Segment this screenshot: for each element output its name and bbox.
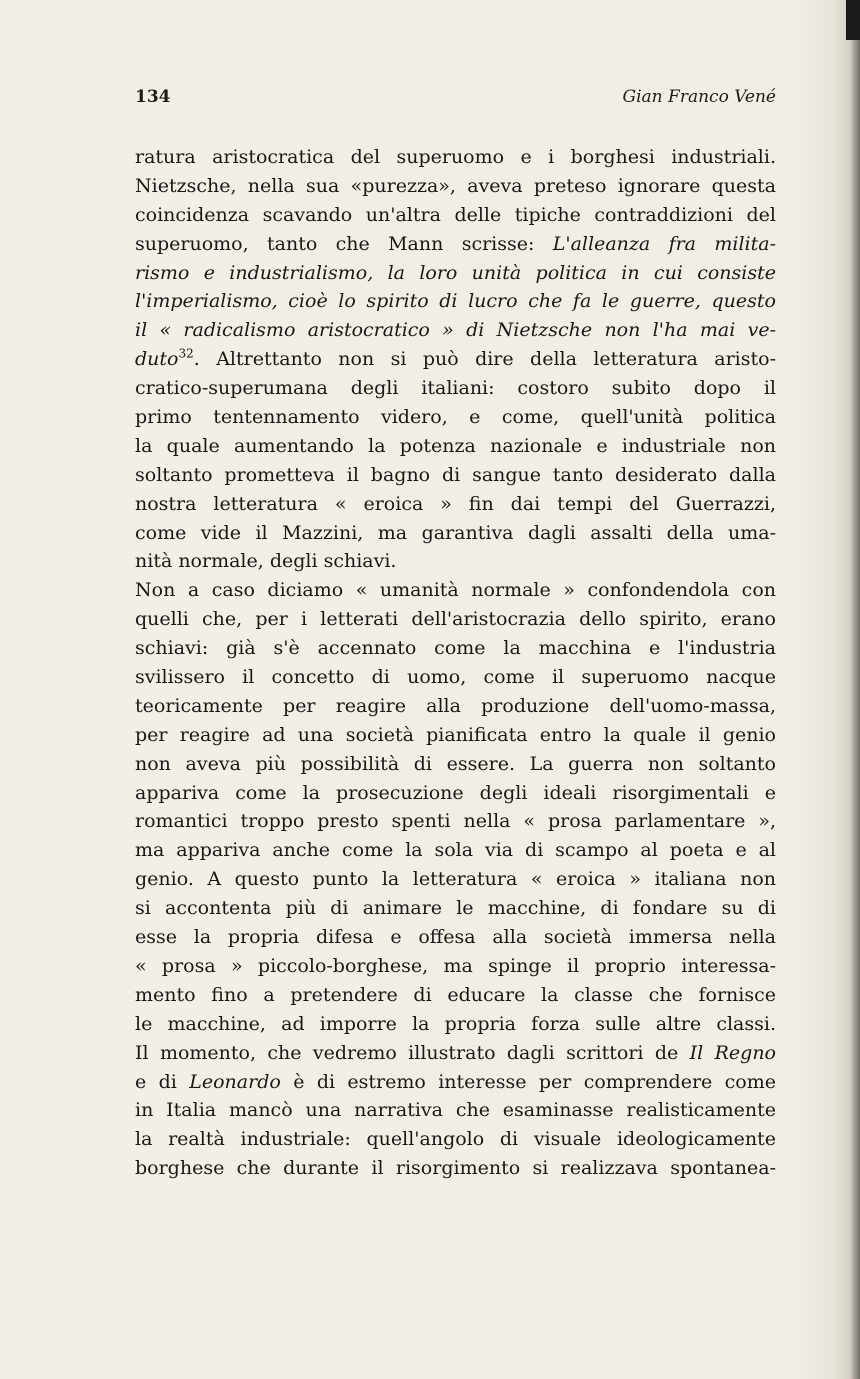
text-line: l'imperialismo, cioè lo spirito di lucro che fa le guerre, questo <box>135 290 776 313</box>
text-line: nostra letteratura « eroica » fin dai tempi del Guerrazzi, <box>135 492 776 515</box>
text-line: come vide il Mazzini, ma garantiva dagli assalti della uma- <box>135 521 776 544</box>
text-line: ma appariva anche come la sola via di scampo al poeta e al <box>135 839 776 862</box>
text-line <box>135 230 776 259</box>
footnote-ref: 32 <box>178 346 194 361</box>
italic-title: Leonardo <box>189 1070 281 1093</box>
text-line: Non a caso diciamo « umanità normale » confondendola con <box>135 579 776 602</box>
text-line: romantici troppo presto spenti nella « prosa parlamentare », <box>135 810 776 833</box>
page-number: 134 <box>135 87 171 107</box>
text-segment: . Altrettanto non si può dire della letteratura aristo- <box>193 348 776 371</box>
text-line: appariva come la prosecuzione degli ideali risorgimentali e <box>135 781 776 804</box>
text-line: per reagire ad una società pianificata entro la quale il genio <box>135 723 776 746</box>
text-segment: Il momento, che vedremo illustrato dagli scrittori de <box>135 1041 690 1064</box>
text-line: coincidenza scavando un'altra delle tipiche contraddizioni del <box>135 203 776 226</box>
text-line: nità normale, degli schiavi. <box>135 550 397 573</box>
text-line: borghese che durante il risorgimento si realizzava spontanea- <box>135 1157 776 1180</box>
text-line: quelli che, per i letterati dell'aristocrazia dello spirito, erano <box>135 608 776 631</box>
text-line <box>135 345 776 374</box>
text-line: in Italia mancò una narrativa che esaminasse realisticamente <box>135 1099 776 1122</box>
italic-quote: duto <box>135 348 179 371</box>
text-line: si accontenta più di animare le macchine, di fondare su di <box>135 897 776 920</box>
text-line: « prosa » piccolo-borghese, ma spinge il proprio interessa- <box>135 954 776 977</box>
text-line: il « radicalismo aristocratico » di Nietzsche non l'ha mai ve- <box>135 319 776 342</box>
text-line: esse la propria difesa e offesa alla società immersa nella <box>135 926 776 949</box>
text-segment: è di estremo interesse per comprendere come <box>280 1070 777 1093</box>
page-edge-shadow <box>850 0 860 1379</box>
text-line: teoricamente per reagire alla produzione dell'uomo-massa, <box>135 694 776 717</box>
text-line: svilissero il concetto di uomo, come il superuomo nacque <box>135 666 776 689</box>
page-header <box>135 87 776 113</box>
text-segment: e di <box>135 1070 190 1093</box>
body-text <box>135 143 776 1183</box>
text-line: la realtà industriale: quell'angolo di visuale ideologicamente <box>135 1128 776 1151</box>
text-line: rismo e industrialismo, la loro unità politica in cui consiste <box>135 261 776 284</box>
text-line: genio. A questo punto la letteratura « eroica » italiana non <box>135 868 776 891</box>
text-line: schiavi: già s'è accennato come la macchina e l'industria <box>135 637 776 660</box>
text-line: la quale aumentando la potenza nazionale e industriale non <box>135 434 776 457</box>
italic-quote: L'alleanza fra milita- <box>552 232 776 255</box>
text-line <box>135 1039 776 1068</box>
text-line: ratura aristocratica del superuomo e i borghesi industriali. <box>135 146 776 168</box>
text-line: soltanto prometteva il bagno di sangue tanto desiderato dalla <box>135 463 776 486</box>
text-line: non aveva più possibilità di essere. La guerra non soltanto <box>135 752 776 775</box>
text-line: primo tentennamento videro, e come, quell'unità politica <box>135 406 776 429</box>
text-line <box>135 1068 776 1097</box>
page-corner-shadow <box>846 0 860 40</box>
italic-title: Il Regno <box>689 1041 776 1064</box>
running-head: Gian Franco Vené <box>622 87 776 107</box>
text-line: le macchine, ad imporre la propria forza sulle altre classi. <box>135 1012 776 1035</box>
text-line: cratico-superumana degli italiani: costoro subito dopo il <box>135 377 776 400</box>
text-segment: superuomo, tanto che Mann scrisse: <box>135 232 553 255</box>
text-line: Nietzsche, nella sua «purezza», aveva preteso ignorare questa <box>135 174 776 197</box>
text-line: mento fino a pretendere di educare la classe che fornisce <box>135 983 776 1006</box>
